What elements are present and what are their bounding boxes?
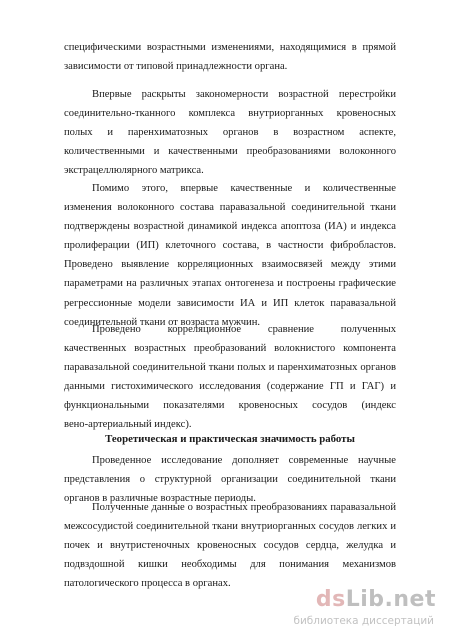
text-line: зависимости от типовой принадлежности органа. <box>64 61 288 73</box>
text-line: полых и паренхиматозных органов в возрастном аспекте, <box>64 127 396 139</box>
text-line: соединительно-тканного комплекса внутриорганных кровеносных <box>64 108 396 120</box>
text-line: межсосудистой соединительной ткани внутриорганных сосудов легких и <box>64 521 396 533</box>
text-line: пролиферации (ИП) клеточного состава, в частности фибробластов. <box>64 240 396 252</box>
paragraph-continuation <box>64 38 396 76</box>
section-heading: Теоретическая и практическая значимость работы <box>105 433 355 445</box>
watermark <box>293 587 436 631</box>
text-line: почек и внутристеночных кровеносных сосудов сердца, желудка и <box>64 540 396 552</box>
watermark-logo <box>316 587 436 612</box>
logo-part: .net <box>384 587 436 612</box>
text-line: Проведенное исследование дополняет современные научные <box>92 455 396 466</box>
text-line: Проведено корреляционное сравнение полученных <box>92 324 396 335</box>
text-line: подвздошной кишки необходимы для понимания механизмов <box>64 559 396 571</box>
text-line: Полученные данные о возрастных преобразованиях паравазальной <box>92 502 396 513</box>
paragraph-significance-2 <box>64 498 396 593</box>
text-line: параметрами на различных этапах онтогенеза и построены графические <box>64 278 396 290</box>
text-line: представления о структурной организации соединительной ткани <box>64 474 396 486</box>
paragraph-novelty-1 <box>64 85 396 180</box>
logo-part: Lib <box>345 587 385 612</box>
text-line: Впервые раскрыты закономерности возрастной перестройки <box>92 89 396 100</box>
text-line: специфическими возрастными изменениями, находящимися в прямой <box>64 42 396 53</box>
text-line: Помимо этого, впервые качественные и количественные <box>92 183 396 194</box>
text-line: количественными и качественными преобразованиями волоконного <box>64 146 396 158</box>
text-line: данными гистохимического исследования (содержание ГП и ГАГ) и <box>64 381 396 393</box>
text-line: регрессионные модели зависимости ИА и ИП клеток паравазальной <box>64 297 396 309</box>
text-line: соединительной ткани от возраста мужчин. <box>64 316 261 328</box>
text-line: Проведено выявление корреляционных взаимосвязей между этими <box>64 259 396 271</box>
watermark-subtitle: библиотека диссертаций <box>293 615 434 627</box>
text-line: изменения волоконного состава паравазальной соединительной ткани <box>64 202 396 214</box>
text-line: патологического процесса в органах. <box>64 578 231 590</box>
text-line: органов в различные возрастные периоды. <box>64 493 256 505</box>
text-line: экстрацеллюлярного матрикса. <box>64 165 204 177</box>
text-line: качественных возрастных преобразований волокнистого компонента <box>64 343 396 355</box>
paragraph-novelty-2 <box>64 179 396 332</box>
text-line: подтверждены возрастной динамикой индекса апоптоза (ИА) и индекса <box>64 221 396 233</box>
text-line: вено-артериальный индекс). <box>64 419 192 431</box>
text-line: функциональными показателями кровеносных сосудов (индекс <box>64 400 396 412</box>
paragraph-novelty-3 <box>64 320 396 435</box>
logo-part: ds <box>315 587 346 612</box>
text-line: паравазальной соединительной ткани полых и паренхиматозных органов <box>64 362 396 374</box>
